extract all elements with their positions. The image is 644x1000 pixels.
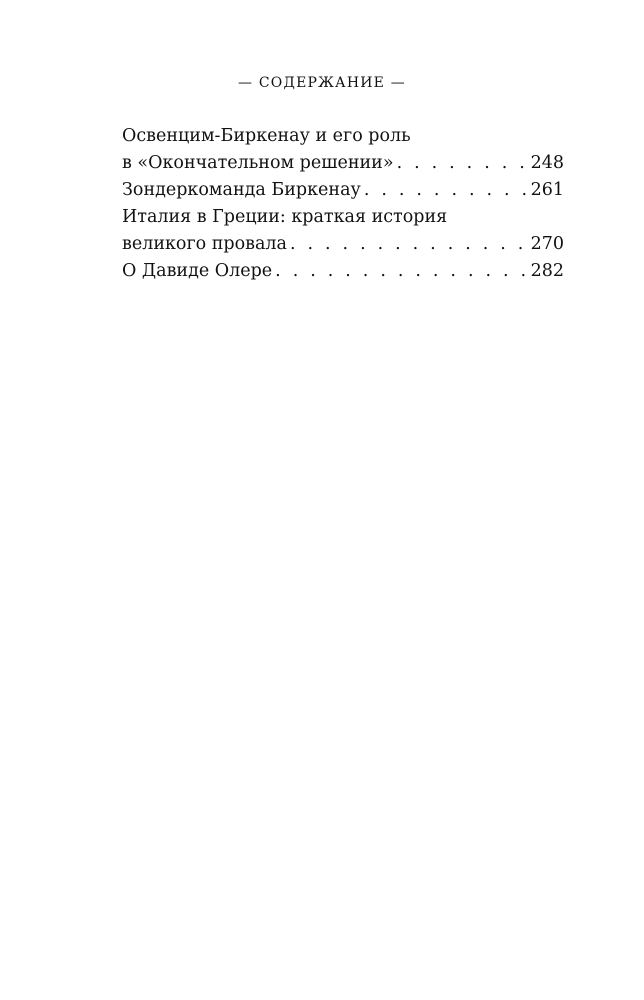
toc-entry-1-line-1: [122, 123, 564, 150]
toc-entry-title: в «Окончательном решении»: [122, 153, 394, 173]
toc-entry-page-number: 261: [530, 180, 564, 200]
toc-entry-page-number: 270: [530, 234, 564, 254]
toc-entry-title: О Давиде Олере: [122, 261, 273, 281]
dot-leader: [275, 258, 526, 285]
toc-entry-title: Италия в Греции: краткая история: [122, 207, 448, 227]
toc-entry-page-number: 248: [530, 153, 564, 173]
toc-entry-title: Освенцим-Биркенау и его роль: [122, 126, 411, 146]
toc-entry-page-number: 282: [530, 261, 564, 281]
toc-entry-4: [122, 258, 564, 285]
toc-entry-title: великого провала: [122, 234, 287, 254]
toc-entry-1-line-2: [122, 150, 564, 177]
dot-leader: [290, 231, 527, 258]
dot-leader: [397, 150, 527, 177]
toc-entry-2: [122, 177, 564, 204]
toc-entry-3-line-1: [122, 204, 564, 231]
toc-entry-3-line-2: [122, 231, 564, 258]
toc-entry-title: Зондеркоманда Биркенау: [122, 180, 361, 200]
dot-leader: [364, 177, 527, 204]
table-of-contents: [122, 123, 564, 285]
running-head: — СОДЕРЖАНИЕ —: [238, 75, 406, 91]
